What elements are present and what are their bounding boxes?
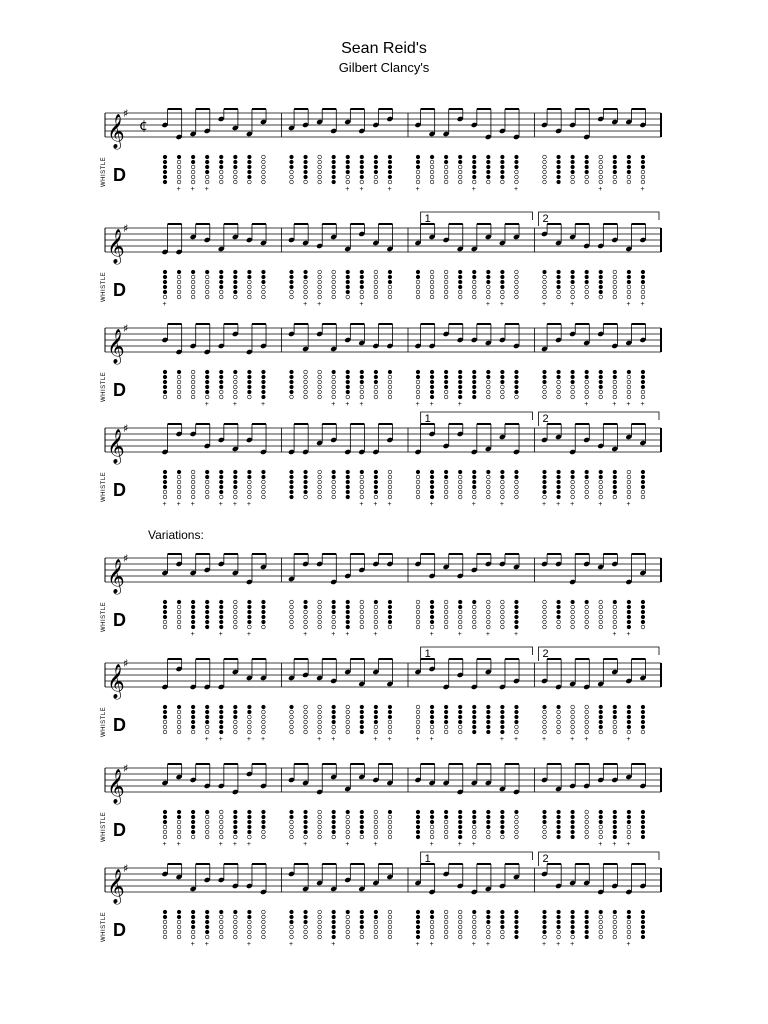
svg-text:+: + xyxy=(260,736,266,743)
svg-text:+: + xyxy=(457,631,462,638)
svg-text:+: + xyxy=(246,631,251,638)
svg-text:+: + xyxy=(513,186,519,193)
svg-text:+: + xyxy=(162,841,167,848)
svg-text:+: + xyxy=(556,501,561,508)
svg-text:+: + xyxy=(584,736,589,743)
svg-text:+: + xyxy=(373,501,378,508)
svg-text:+: + xyxy=(499,736,504,743)
svg-text:+: + xyxy=(640,186,645,193)
music-system xyxy=(101,648,661,765)
svg-text:+: + xyxy=(415,401,420,408)
svg-text:+: + xyxy=(373,841,378,848)
svg-text:+: + xyxy=(218,631,223,638)
svg-text:+: + xyxy=(331,736,336,743)
svg-text:+: + xyxy=(303,301,308,308)
ending-number: 2 xyxy=(542,413,549,425)
svg-text:+: + xyxy=(359,401,364,408)
treble-clef-icon: 𝄞 xyxy=(107,664,125,699)
ending-number: 1 xyxy=(424,413,431,425)
svg-text:+: + xyxy=(429,501,434,508)
svg-text:+: + xyxy=(598,186,603,193)
treble-clef-icon: 𝄞 xyxy=(107,114,125,149)
svg-text:+: + xyxy=(246,941,251,948)
treble-clef-icon: 𝄞 xyxy=(107,769,125,804)
svg-text:+: + xyxy=(331,631,336,638)
svg-text:+: + xyxy=(499,501,504,508)
svg-text:+: + xyxy=(542,941,547,948)
variations-heading: Variations: xyxy=(148,528,204,542)
svg-text:+: + xyxy=(190,631,195,638)
svg-text:+: + xyxy=(429,941,434,948)
treble-clef-icon: 𝄞 xyxy=(107,429,125,464)
svg-text:+: + xyxy=(485,301,490,308)
svg-text:+: + xyxy=(513,631,519,638)
svg-text:+: + xyxy=(612,401,617,408)
svg-text:+: + xyxy=(513,736,519,743)
svg-text:+: + xyxy=(204,736,209,743)
svg-text:+: + xyxy=(331,941,336,948)
staff-and-fingering xyxy=(105,413,661,530)
instrument-label: WHISTLE xyxy=(101,471,107,502)
svg-text:+: + xyxy=(471,941,476,948)
svg-text:+: + xyxy=(457,841,462,848)
svg-text:+: + xyxy=(289,941,294,948)
staff-and-fingering xyxy=(105,320,661,430)
svg-text:+: + xyxy=(485,631,490,638)
instrument-label: WHISTLE xyxy=(101,706,107,737)
instrument-label: WHISTLE xyxy=(101,811,107,842)
instrument-label: WHISTLE xyxy=(101,156,107,187)
sharp-icon: ♯ xyxy=(123,422,129,435)
ending-number: 2 xyxy=(542,853,549,865)
whistle-key-label: D xyxy=(113,480,126,500)
svg-text:+: + xyxy=(204,941,209,948)
svg-text:+: + xyxy=(317,301,322,308)
staff-and-fingering xyxy=(105,550,661,660)
ending-number: 1 xyxy=(424,648,431,660)
svg-text:+: + xyxy=(542,301,547,308)
svg-text:+: + xyxy=(246,841,251,848)
svg-text:+: + xyxy=(176,841,181,848)
svg-text:+: + xyxy=(626,736,631,743)
music-system xyxy=(101,853,661,970)
svg-text:+: + xyxy=(485,941,490,948)
svg-text:+: + xyxy=(387,736,392,743)
svg-text:+: + xyxy=(429,401,434,408)
music-system xyxy=(101,320,661,430)
music-system xyxy=(101,760,661,870)
instrument-label: WHISTLE xyxy=(101,271,107,302)
svg-text:+: + xyxy=(359,501,364,508)
svg-text:+: + xyxy=(542,501,547,508)
whistle-key-label: D xyxy=(113,920,126,940)
treble-clef-icon: 𝄞 xyxy=(107,869,125,904)
svg-text:+: + xyxy=(556,941,561,948)
whistle-key-label: D xyxy=(113,820,126,840)
sharp-icon: ♯ xyxy=(123,552,129,565)
svg-text:+: + xyxy=(612,631,617,638)
svg-text:+: + xyxy=(190,501,195,508)
svg-text:+: + xyxy=(570,941,575,948)
svg-text:+: + xyxy=(612,841,617,848)
svg-text:+: + xyxy=(232,401,237,408)
svg-text:+: + xyxy=(345,841,350,848)
svg-text:+: + xyxy=(626,301,631,308)
svg-text:+: + xyxy=(570,301,575,308)
svg-text:+: + xyxy=(542,736,547,743)
svg-text:+: + xyxy=(218,736,223,743)
svg-text:+: + xyxy=(303,631,308,638)
music-system xyxy=(101,413,661,530)
svg-text:+: + xyxy=(429,841,434,848)
svg-text:+: + xyxy=(570,501,575,508)
svg-text:+: + xyxy=(162,501,167,508)
whistle-key-label: D xyxy=(113,280,126,300)
staff-and-fingering xyxy=(105,648,661,765)
svg-text:+: + xyxy=(640,301,645,308)
svg-text:+: + xyxy=(387,186,392,193)
staff-and-fingering xyxy=(105,105,661,215)
svg-text:+: + xyxy=(387,501,392,508)
svg-text:+: + xyxy=(626,841,631,848)
svg-text:+: + xyxy=(415,736,420,743)
svg-text:+: + xyxy=(429,631,434,638)
svg-text:+: + xyxy=(626,631,631,638)
svg-text:+: + xyxy=(260,401,266,408)
svg-text:+: + xyxy=(190,186,195,193)
svg-text:+: + xyxy=(218,841,223,848)
sharp-icon: ♯ xyxy=(123,107,129,120)
staff-and-fingering xyxy=(105,853,661,970)
treble-clef-icon: 𝄞 xyxy=(107,559,125,594)
svg-text:+: + xyxy=(640,401,645,408)
svg-text:+: + xyxy=(415,186,420,193)
whistle-key-label: D xyxy=(113,165,126,185)
svg-text:+: + xyxy=(570,736,575,743)
whistle-key-label: D xyxy=(113,715,126,735)
instrument-label: WHISTLE xyxy=(101,911,107,942)
svg-text:+: + xyxy=(373,631,378,638)
svg-text:+: + xyxy=(162,301,167,308)
sharp-icon: ♯ xyxy=(123,657,129,670)
treble-clef-icon: 𝄞 xyxy=(107,229,125,264)
staff-and-fingering xyxy=(105,760,661,870)
svg-text:+: + xyxy=(232,841,237,848)
music-system xyxy=(101,213,661,330)
svg-text:+: + xyxy=(246,501,251,508)
svg-text:+: + xyxy=(345,401,350,408)
svg-text:+: + xyxy=(204,401,209,408)
svg-text:+: + xyxy=(232,501,237,508)
svg-text:+: + xyxy=(598,501,603,508)
ending-number: 1 xyxy=(424,853,431,865)
svg-text:+: + xyxy=(457,401,462,408)
svg-text:+: + xyxy=(626,501,631,508)
whistle-key-label: D xyxy=(113,380,126,400)
ending-number: 1 xyxy=(424,213,431,225)
svg-text:+: + xyxy=(176,186,181,193)
svg-text:+: + xyxy=(246,736,251,743)
svg-text:+: + xyxy=(204,186,209,193)
ending-number: 2 xyxy=(542,213,549,225)
treble-clef-icon: 𝄞 xyxy=(107,329,125,364)
music-system xyxy=(101,550,661,660)
sharp-icon: ♯ xyxy=(123,222,129,235)
staff-and-fingering xyxy=(105,213,661,330)
instrument-label: WHISTLE xyxy=(101,601,107,632)
instrument-label: WHISTLE xyxy=(101,371,107,402)
svg-text:+: + xyxy=(345,631,350,638)
svg-text:+: + xyxy=(471,501,476,508)
svg-text:+: + xyxy=(359,186,364,193)
svg-text:+: + xyxy=(373,736,378,743)
svg-text:+: + xyxy=(584,401,589,408)
svg-text:+: + xyxy=(218,501,223,508)
svg-text:+: + xyxy=(471,186,476,193)
svg-text:+: + xyxy=(598,841,603,848)
time-signature: ¢ xyxy=(139,118,148,134)
svg-text:+: + xyxy=(415,941,420,948)
svg-text:+: + xyxy=(626,941,631,948)
page-subtitle: Gilbert Clancy's xyxy=(338,60,430,75)
ending-number: 2 xyxy=(542,648,549,660)
svg-text:+: + xyxy=(317,736,322,743)
music-system xyxy=(101,105,661,215)
svg-text:+: + xyxy=(359,301,364,308)
svg-text:+: + xyxy=(429,736,434,743)
svg-text:+: + xyxy=(331,401,336,408)
svg-text:+: + xyxy=(345,186,350,193)
svg-text:+: + xyxy=(626,401,631,408)
sharp-icon: ♯ xyxy=(123,322,129,335)
svg-text:+: + xyxy=(190,941,195,948)
svg-text:+: + xyxy=(176,501,181,508)
svg-text:+: + xyxy=(303,841,308,848)
sharp-icon: ♯ xyxy=(123,762,129,775)
svg-text:+: + xyxy=(471,841,476,848)
page-title: Sean Reid's xyxy=(341,40,427,57)
sharp-icon: ♯ xyxy=(123,862,129,875)
whistle-key-label: D xyxy=(113,610,126,630)
svg-text:+: + xyxy=(499,301,504,308)
